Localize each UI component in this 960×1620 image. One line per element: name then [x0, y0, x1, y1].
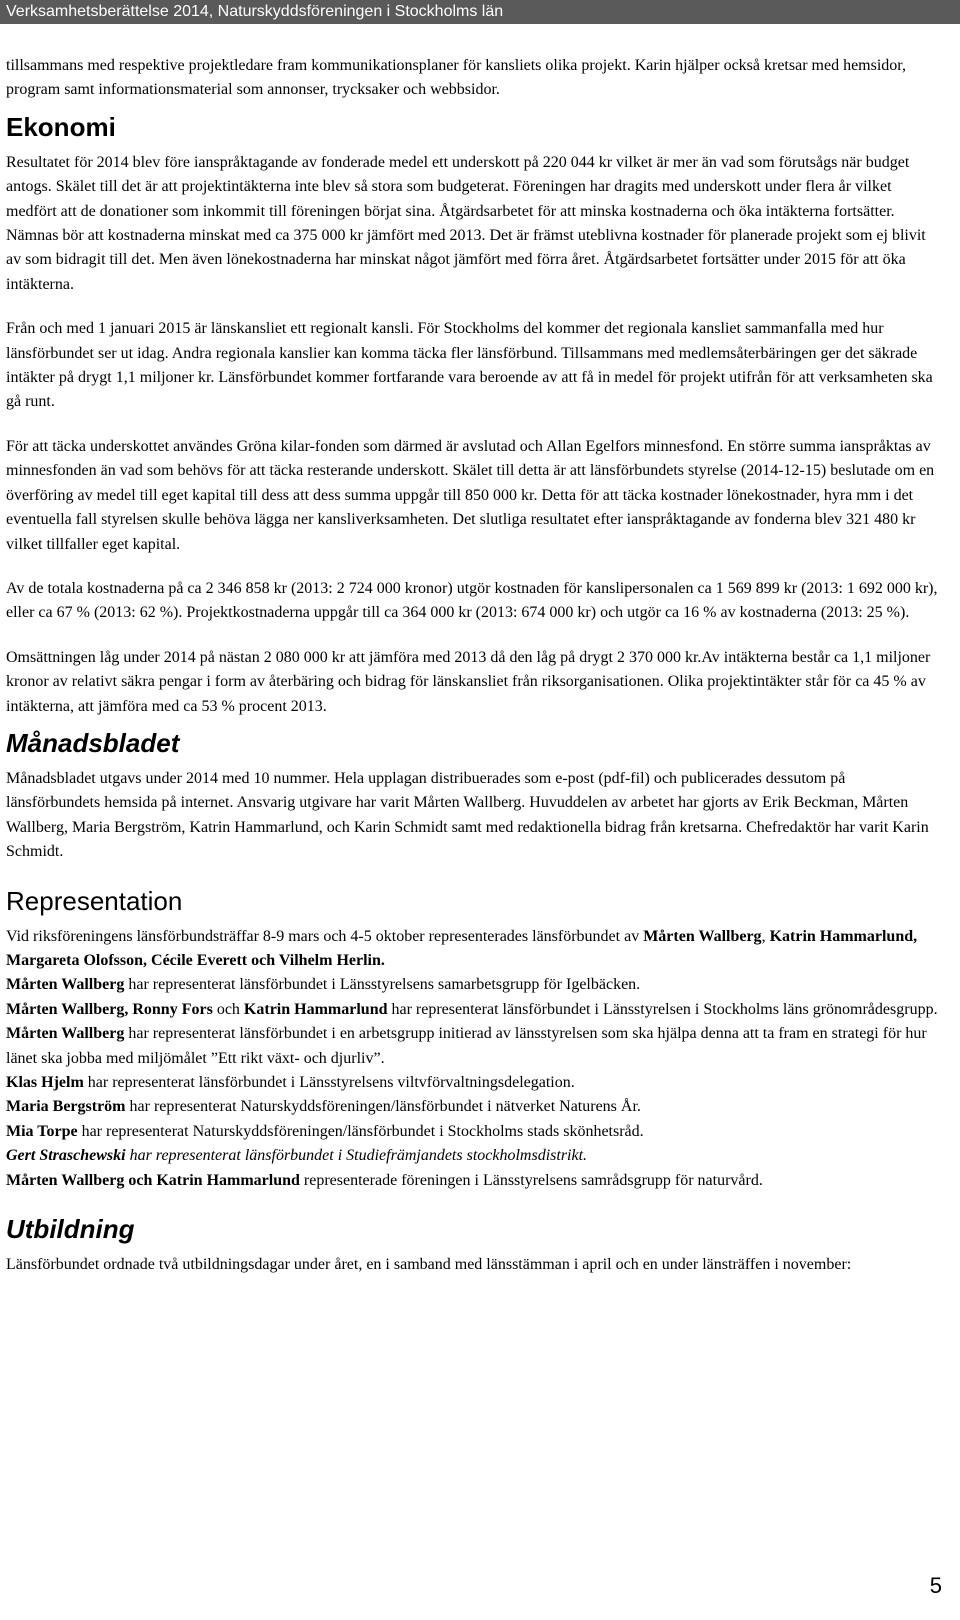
- page-header: [0, 0, 960, 24]
- intro-paragraph: tillsammans med respektive projektledare fram kommunikationsplaner för kansliets olika projekt. Karin hjälper också kretsar med hemsidor, program samt informationsmaterial som annonser, trycksaker och webbsidor.: [6, 57, 906, 99]
- ekonomi-paragraph-5: Omsättningen låg under 2014 på nästan 2 080 000 kr att jämföra med 2013 då den låg på drygt 2 370 000 kr.Av intäkterna består ca 1,1 miljoner kronor av relativt säkra pengar i form av återbäring och bidrag för länskansliet från riksorganisationen. Olika projektintäkter står för ca 45 % av intäkterna, att jämföra med ca 53 % procent 2013.: [6, 648, 931, 715]
- ekonomi-heading: Ekonomi: [6, 111, 116, 142]
- manadsbladet-paragraph: Månadsbladet utgavs under 2014 med 10 nummer. Hela upplagan distribuerades som e-post (pdf-fil) och publicerades dessutom på länsförbundets hemsida på internet. Ansvarig utgivare har varit Mårten Wallberg. Huvuddelen av arbetet har gjorts av Erik Beckman, Mårten Wallberg, Maria Bergström, Katrin Hammarlund, och Karin Schmidt samt med redaktionella bidrag från kretsarna. Chefredaktör har varit Karin Schmidt.: [6, 769, 929, 861]
- representation-line-7: Mia Torpe har representerat Naturskyddsföreningen/länsförbundet i Stockholms stads skönhetsråd.: [6, 1122, 644, 1140]
- utbildning-paragraph: Länsförbundet ordnade två utbildningsdagar under året, en i samband med länsstämman i april och en under länsträffen i november:: [6, 1256, 852, 1274]
- page-content: [6, 54, 942, 1277]
- representation-line-2: Mårten Wallberg har representerat länsförbundet i Länsstyrelsens samarbetsgrupp för Igelbäcken.: [6, 976, 641, 994]
- representation-line-5: Klas Hjelm har representerat länsförbundet i Länsstyrelsens viltvförvaltningsdelegation.: [6, 1074, 575, 1091]
- representation-line-1: Vid riksföreningens länsförbundsträffar 8-9 mars och 4-5 oktober representerades länsförbundet av Mårten Wallberg, Katrin Hammarlund, Margareta Olofsson, Cécile Everett och Vilhelm Herlin.: [6, 927, 918, 969]
- manadsbladet-heading: Månadsbladet: [6, 727, 180, 758]
- representation-heading: Representation: [6, 885, 183, 916]
- representation-line-4: Mårten Wallberg har representerat länsförbundet i en arbetsgrupp initierad av länsstyrelsen som ska hjälpa denna att ta fram en strategi för hur länet ska jobba med miljömålet ”Ett rikt växt- och djurliv”.: [6, 1025, 927, 1067]
- representation-line-8: Gert Straschewski har representerat länsförbundet i Studiefrämjandets stockholmsdistrikt.: [6, 1147, 588, 1165]
- ekonomi-paragraph-2: Från och med 1 januari 2015 är länskansliet ett regionalt kansli. För Stockholms del kommer det regionala kansliet sammanfalla med hur länsförbundet ser ut idag. Andra regionala kanslier kan komma täcka fler länsförbund. Tillsammans med medlemsåterbäringen ger det säkrade intäkter på drygt 1,1 miljoner kr. Länsförbundet kommer fortfarande vara beroende av att få in medel för projekt utifrån för att verksamheten ska gå runt.: [6, 320, 933, 411]
- ekonomi-paragraph-3: För att täcka underskottet användes Gröna kilar-fonden som därmed är avslutad och Allan Egelfors minnesfond. En större summa ianspråktas av minnesfonden än vad som behövs för att täcka resterande underskott. Skälet till detta är att länsförbundets styrelse (2014-12-15) beslutade om en överföring av medel till eget kapital till dess att dess summa uppgår till 850 000 kr. Detta för att täcka kostnader lönekostnader, hyra mm i det eventuella fall styrelsen skulle behöva lägga ner kansliverksamheten. Det slutliga resultatet efter ianspråktagande av fonderna blev 321 480 kr vilket tillfaller eget kapital.: [6, 437, 935, 553]
- representation-line-9: Mårten Wallberg och Katrin Hammarlund representerade föreningen i Länsstyrelsens samrådsgrupp för naturvård.: [6, 1171, 763, 1189]
- page-number: 5: [929, 1573, 942, 1598]
- representation-line-6: Maria Bergström har representerat Naturskyddsföreningen/länsförbundet i nätverket Naturens År.: [6, 1098, 641, 1116]
- representation-line-3: Mårten Wallberg, Ronny Fors och Katrin Hammarlund har representerat länsförbundet i Länsstyrelsen i Stockholms läns grönområdesgrupp.: [6, 1000, 938, 1018]
- ekonomi-paragraph-1: Resultatet för 2014 blev före ianspråktagande av fonderade medel ett underskott på 220 044 kr vilket är mer än vad som förutsågs när budget antogs. Skälet till det är att projektintäkterna inte blev så stora som budgeterat. Föreningen har dragits med underskott under flera år vilket medfört att de donationer som inkommit till föreningen börjat sina. Åtgärdsarbetet för att minska kostnaderna och öka intäkterna fortsätter. Nämnas bör att kostnaderna minskat med ca 375 000 kr jämfört med 2013. Det är främst uteblivna kostnader för planerade projekt som ej blivit av som bidragit till det. Men även lönekostnaderna har minskat något jämfört med förra året. Åtgärdsarbetet fortsätter under 2015 för att öka intäkterna.: [6, 153, 926, 293]
- ekonomi-paragraph-4: Av de totala kostnaderna på ca 2 346 858 kr (2013: 2 724 000 kronor) utgör kostnaden för kanslipersonalen ca 1 569 899 kr (2013: 1 692 000 kr), eller ca 67 % (2013: 62 %). Projektkostnaderna uppgår till ca 364 000 kr (2013: 674 000 kr) och utgör ca 16 % av kostnaderna (2013: 25 %).: [6, 579, 938, 622]
- document-title: Verksamhetsberättelse 2014, Naturskyddsföreningen i Stockholms län: [6, 3, 504, 20]
- utbildning-heading: Utbildning: [6, 1214, 135, 1245]
